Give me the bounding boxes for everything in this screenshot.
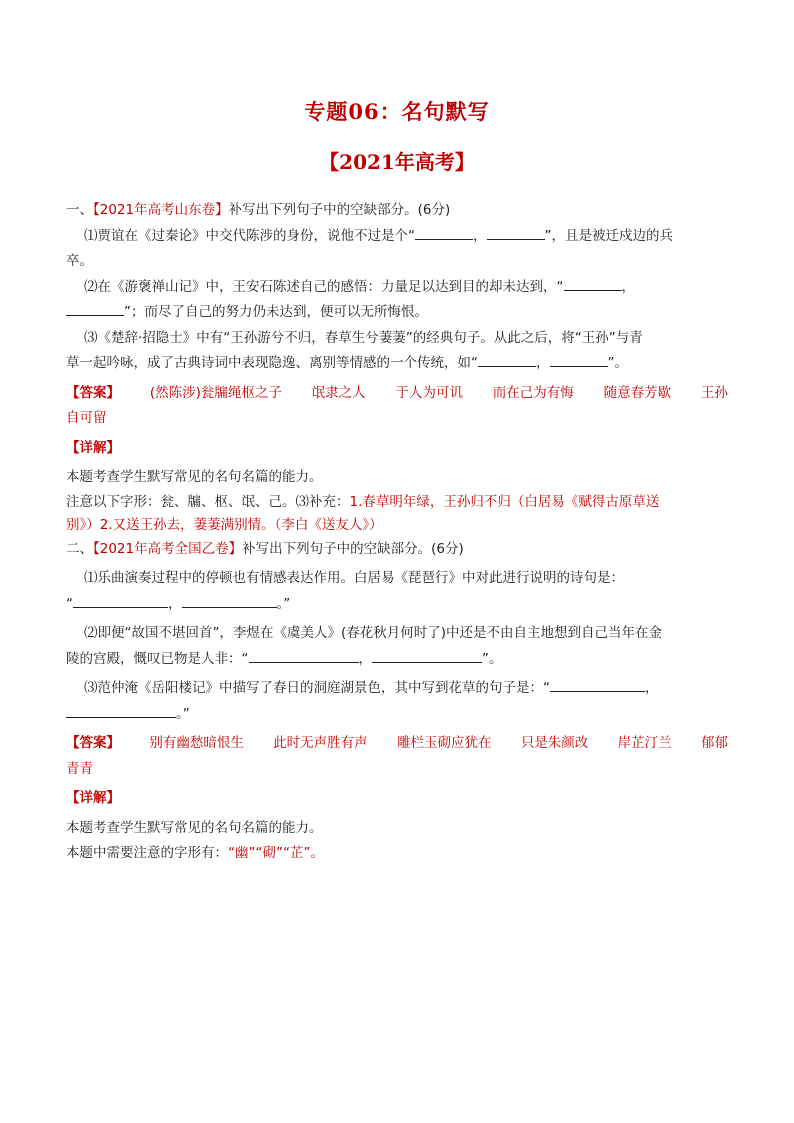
q2-sentence-2-cont: 陵的宫殿，慨叹已物是人非：“ ， ”。 — [66, 647, 728, 673]
q2-detail-label: 【详解】 — [66, 790, 120, 806]
answer-item: 岸芷汀兰 — [617, 735, 672, 751]
document-body — [66, 198, 728, 867]
q2-answer-cont: 青青 — [66, 760, 93, 777]
blank — [415, 225, 473, 240]
page-title: 专题06：名句默写 — [304, 99, 490, 124]
q1-sentence-2-cont: ”；而尽了自己的努力仍未达到，便可以无所悔恨。 — [66, 300, 728, 326]
answer-item: (然陈涉)瓮牖绳枢之子 — [149, 384, 282, 401]
answer-item: 于人为可讥 — [395, 384, 463, 401]
answer-item: 别有幽愁暗恨生 — [149, 735, 244, 751]
q2-heading: 二、【2021年高考全国乙卷】补写出下列句子中的空缺部分。(6分) — [66, 540, 464, 557]
q1-sentence-3-cont: 草一起吟咏，成了古典诗词中表现隐逸、离别等情感的一个传统，如“ ， ”。 — [66, 351, 728, 377]
q2-sentence-3-cont: 。” — [66, 702, 728, 728]
q1-heading: 一、【2021年高考山东卷】补写出下列句子中的空缺部分。(6分) — [66, 202, 451, 218]
q2-sentence-1-cont: “ ， 。” — [66, 592, 728, 618]
answer-item: 王孙 — [700, 384, 728, 401]
q1-answer: 【答案】 (然陈涉)瓮牖绳枢之子 氓隶之人 于人为可讥 而在己为有悔 随意春芳歇 王孙 — [66, 381, 728, 407]
q1-answer-cont: 自可留 — [66, 410, 107, 426]
q2-detail: 本题考查学生默写常见的名句名篇的能力。 — [66, 819, 323, 836]
answer-item: 氓隶之人 — [311, 384, 366, 401]
blank — [550, 352, 608, 367]
answer-item: 郁郁 — [700, 735, 728, 751]
q1-sentence-2: ⑵在《游褒禅山记》中，王安石陈述自己的感悟：力量足以达到目的却未达到，“ ， — [66, 275, 728, 301]
blank — [249, 648, 359, 663]
q1-note: 注意以下字形：瓮、牖、枢、氓、己。⑶补充：1.春草明年绿，王孙归不归（白居易《赋得古原草送 — [66, 493, 660, 510]
q2-sentence-3: ⑶范仲淹《岳阳楼记》中描写了春日的洞庭湖景色，其中写到花草的句子是：“ ， — [66, 676, 728, 702]
q2-source: 【2021年高考全国乙卷】 — [93, 540, 243, 557]
answer-item: 而在己为有悔 — [492, 384, 574, 401]
q1-note-cont: 别》）2.又送王孙去，萋萋满别情。（李白《送友人》） — [66, 516, 383, 533]
q1-sentence-1-cont: 卒。 — [66, 253, 93, 269]
blank — [372, 648, 482, 663]
answer-item: 此时无声胜有声 — [273, 735, 368, 751]
blank — [182, 593, 277, 608]
q1-sentence-3: ⑶《楚辞·招隐士》中有“王孙游兮不归，春草生兮萋萋”的经典句子。从此之后，将“王孙”与青 — [84, 329, 643, 346]
answer-item: 只是朱颜改 — [520, 735, 589, 751]
q1-sentence-1: ⑴贾谊在《过秦论》中交代陈涉的身份，说他不过是个“ ， ”，且是被迁戍边的兵 — [66, 224, 728, 250]
answer-item: 随意春芳歇 — [603, 384, 672, 401]
blank — [564, 276, 622, 291]
q1-source: 【2021年高考山东卷】 — [93, 202, 229, 218]
q2-sentence-2: ⑵即便“故国不堪回首”，李煜在《虞美人》(春花秋月何时了)中还是不由自主地想到自己当年在金 — [84, 625, 663, 641]
page-subtitle: 【2021年高考】 — [319, 150, 475, 174]
answer-item: 雕栏玉砌应犹在 — [396, 735, 492, 751]
q2-answer: 【答案】 别有幽愁暗恨生 此时无声胜有声 雕栏玉砌应犹在 只是朱颜改 岸芷汀兰 郁郁 — [66, 731, 728, 757]
q1-detail: 本题考查学生默写常见的名句名篇的能力。 — [66, 469, 323, 485]
blank — [66, 703, 176, 718]
blank — [73, 593, 168, 608]
blank — [550, 677, 645, 692]
q2-sentence-1: ⑴乐曲演奏过程中的停顿也有情感表达作用。白居易《琵琶行》中对此进行说明的诗句是： — [84, 570, 624, 586]
blank — [478, 352, 536, 367]
blank — [66, 301, 124, 316]
blank — [487, 225, 545, 240]
q1-detail-label: 【详解】 — [66, 439, 120, 456]
q2-note: 本题中需要注意的字形有：“幽”“砌”“芷”。 — [66, 845, 324, 861]
